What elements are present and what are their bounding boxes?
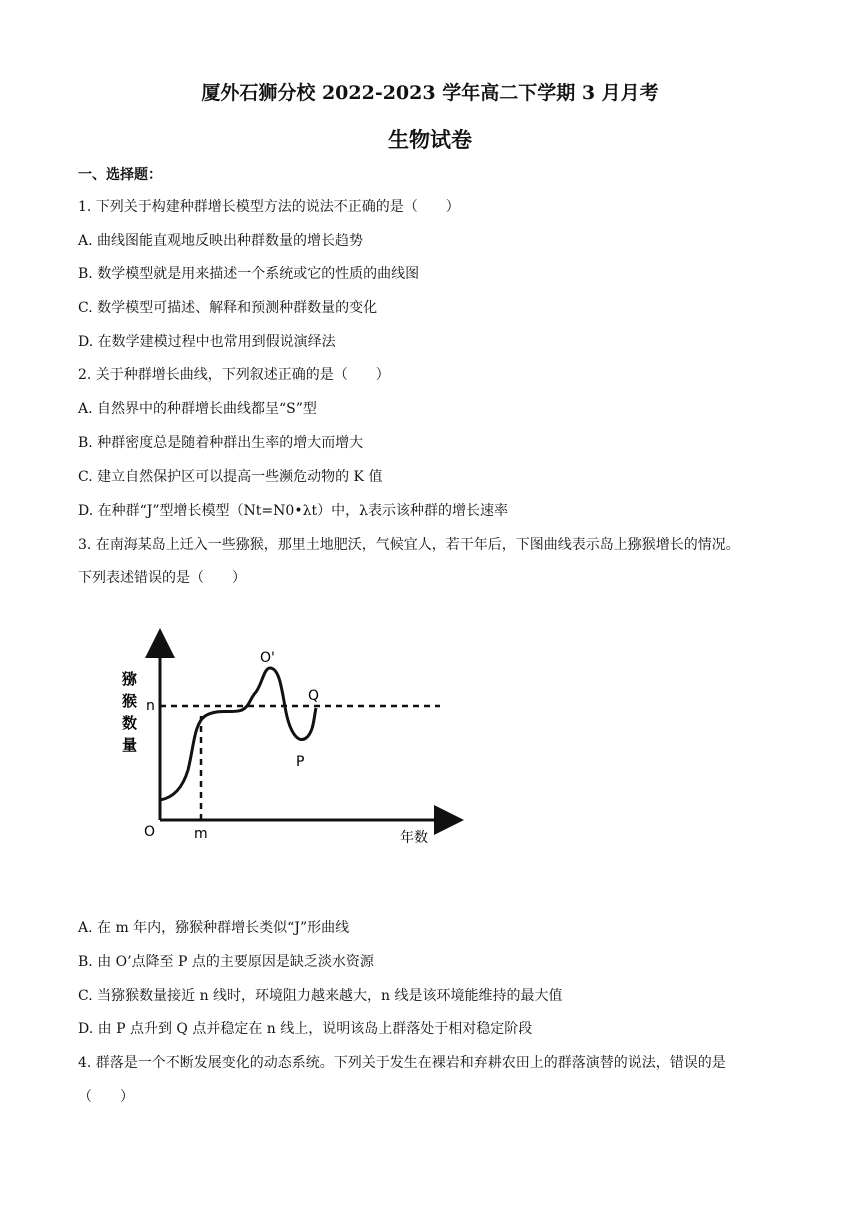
y-axis-label-4: 量 bbox=[122, 736, 138, 754]
question-1-option-b: B. 数学模型就是用来描述一个系统或它的性质的曲线图 bbox=[78, 266, 420, 282]
page-title: 厦外石狮分校 2022-2023 学年高二下学期 3 月月考 bbox=[201, 82, 659, 104]
population-growth-figure bbox=[110, 620, 470, 860]
y-axis-label-2: 猴 bbox=[122, 692, 138, 710]
page-subtitle: 生物试卷 bbox=[388, 127, 472, 152]
question-2-option-c: C. 建立自然保护区可以提高一些濒危动物的 K 值 bbox=[78, 469, 383, 485]
question-1-option-c: C. 数学模型可描述、解释和预测种群数量的变化 bbox=[78, 300, 378, 316]
question-1-option-d: D. 在数学建模过程中也常用到假说演绎法 bbox=[78, 334, 336, 350]
question-3-option-b: B. 由 O’点降至 P 点的主要原因是缺乏淡水资源 bbox=[78, 954, 374, 970]
section-title: 一、选择题： bbox=[78, 167, 162, 183]
question-3-stem-line-2: 下列表述错误的是（ ） bbox=[78, 570, 246, 586]
question-2-option-a: A. 自然界中的种群增长曲线都呈“S”型 bbox=[78, 401, 317, 417]
peak-label: O' bbox=[260, 650, 275, 666]
trough-label: P bbox=[296, 754, 305, 770]
end-label: Q bbox=[308, 688, 320, 704]
origin-label: O bbox=[144, 824, 156, 840]
question-3-option-c: C. 当猕猴数量接近 n 线时，环境阻力越来越大，n 线是该环境能维持的最大值 bbox=[78, 988, 563, 1004]
question-2-stem: 2. 关于种群增长曲线，下列叙述正确的是（ ） bbox=[78, 367, 390, 383]
question-1-stem: 1. 下列关于构建种群增长模型方法的说法不正确的是（ ） bbox=[78, 199, 460, 215]
question-4-stem-line-2: （ ） bbox=[78, 1089, 134, 1105]
question-3-option-d: D. 由 P 点升到 Q 点并稳定在 n 线上，说明该岛上群落处于相对稳定阶段 bbox=[78, 1021, 533, 1037]
question-1-option-a: A. 曲线图能直观地反映出种群数量的增长趋势 bbox=[78, 233, 364, 249]
population-curve bbox=[160, 668, 316, 800]
population-curve-diagram bbox=[110, 620, 470, 860]
question-2-option-b: B. 种群密度总是随着种群出生率的增大而增大 bbox=[78, 435, 364, 451]
y-axis-label-3: 数 bbox=[122, 714, 138, 732]
x-axis-label: 年数 bbox=[400, 830, 428, 846]
question-3-stem-line-1: 3. 在南海某岛上迁入一些猕猴，那里土地肥沃，气候宜人，若干年后，下图曲线表示岛上猕猴增长的情况。 bbox=[78, 537, 740, 553]
y-axis-label-1: 猕 bbox=[122, 670, 138, 688]
question-3-option-a: A. 在 m 年内，猕猴种群增长类似“J”形曲线 bbox=[78, 920, 350, 936]
m-label: m bbox=[194, 826, 208, 842]
question-4-stem-line-1: 4. 群落是一个不断发展变化的动态系统。下列关于发生在裸岩和弃耕农田上的群落演替的说法，错误的是 bbox=[78, 1055, 726, 1071]
question-2-option-d: D. 在种群“J”型增长模型（Nt=N0•λt）中，λ表示该种群的增长速率 bbox=[78, 503, 508, 519]
n-label: n bbox=[146, 698, 155, 714]
